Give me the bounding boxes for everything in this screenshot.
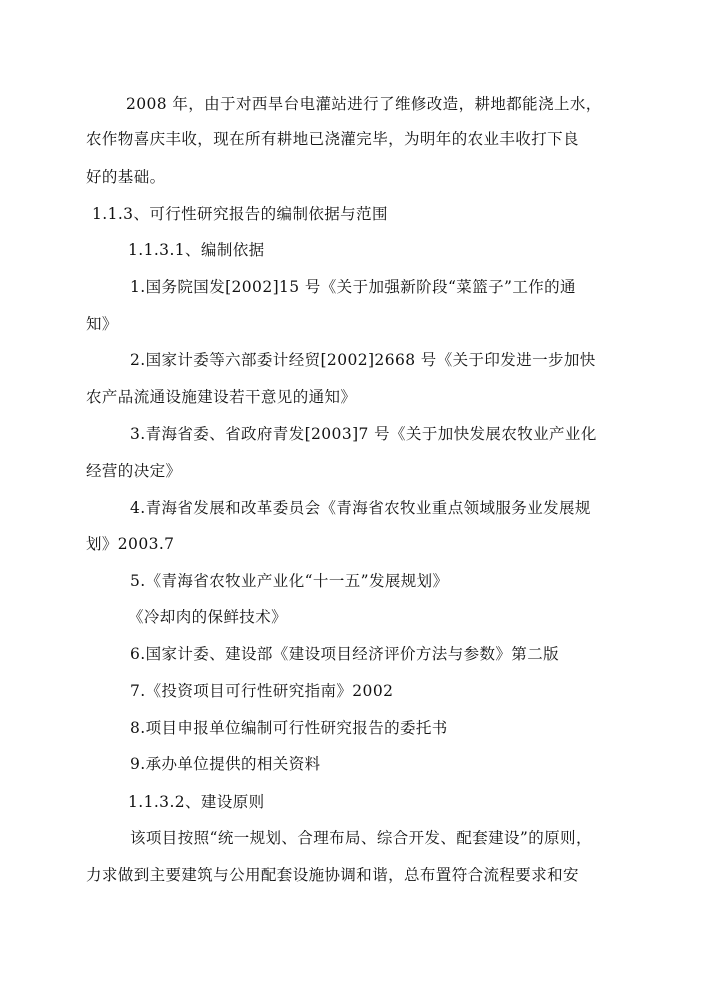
basis-item-7: 7.《投资项目可行性研究指南》2002 (130, 682, 394, 700)
basis-item-4: 4.青海省发展和改革委员会《青海省农牧业重点领域服务业发展规 (130, 499, 591, 517)
basis-item-1-cont: 知》 (86, 315, 118, 333)
subsection-heading-1-1-3-2: 1.1.3.2、建设原则 (128, 793, 265, 811)
paragraph-line: 农作物喜庆丰收，现在所有耕地已浇灌完毕，为明年的农业丰收打下良 (86, 130, 579, 148)
paragraph-line: 2008 年，由于对西旱台电灌站进行了维修改造，耕地都能浇上水， (126, 95, 602, 113)
basis-item-2-cont: 农产品流通设施建设若干意见的通知》 (86, 388, 357, 406)
basis-item-5-extra: 《冷却肉的保鲜技术》 (128, 608, 288, 626)
basis-item-3: 3.青海省委、省政府青发[2003]7 号《关于加快发展农牧业产业化 (130, 425, 597, 443)
paragraph-line: 好的基础。 (86, 168, 166, 186)
basis-item-4-cont: 划》2003.7 (86, 535, 175, 553)
subsection-heading-1-1-3-1: 1.1.3.1、编制依据 (128, 241, 265, 259)
section-heading-1-1-3: 1.1.3、可行性研究报告的编制依据与范围 (92, 205, 388, 223)
principle-line: 该项目按照“统一规划、合理布局、综合开发、配套建设”的原则， (130, 829, 592, 847)
basis-item-9: 9.承办单位提供的相关资料 (130, 755, 321, 773)
basis-item-6: 6.国家计委、建设部《建设项目经济评价方法与参数》第二版 (130, 645, 559, 663)
basis-item-2: 2.国家计委等六部委计经贸[2002]2668 号《关于印发进一步加快 (130, 351, 596, 369)
basis-item-3-cont: 经营的决定》 (86, 462, 182, 480)
basis-item-5: 5.《青海省农牧业产业化“十一五”发展规划》 (130, 572, 449, 590)
basis-item-1: 1.国务院国发[2002]15 号《关于加强新阶段“菜篮子”工作的通 (130, 278, 576, 296)
principle-line: 力求做到主要建筑与公用配套设施协调和谐，总布置符合流程要求和安 (86, 866, 579, 884)
basis-item-8: 8.项目申报单位编制可行性研究报告的委托书 (130, 719, 448, 737)
